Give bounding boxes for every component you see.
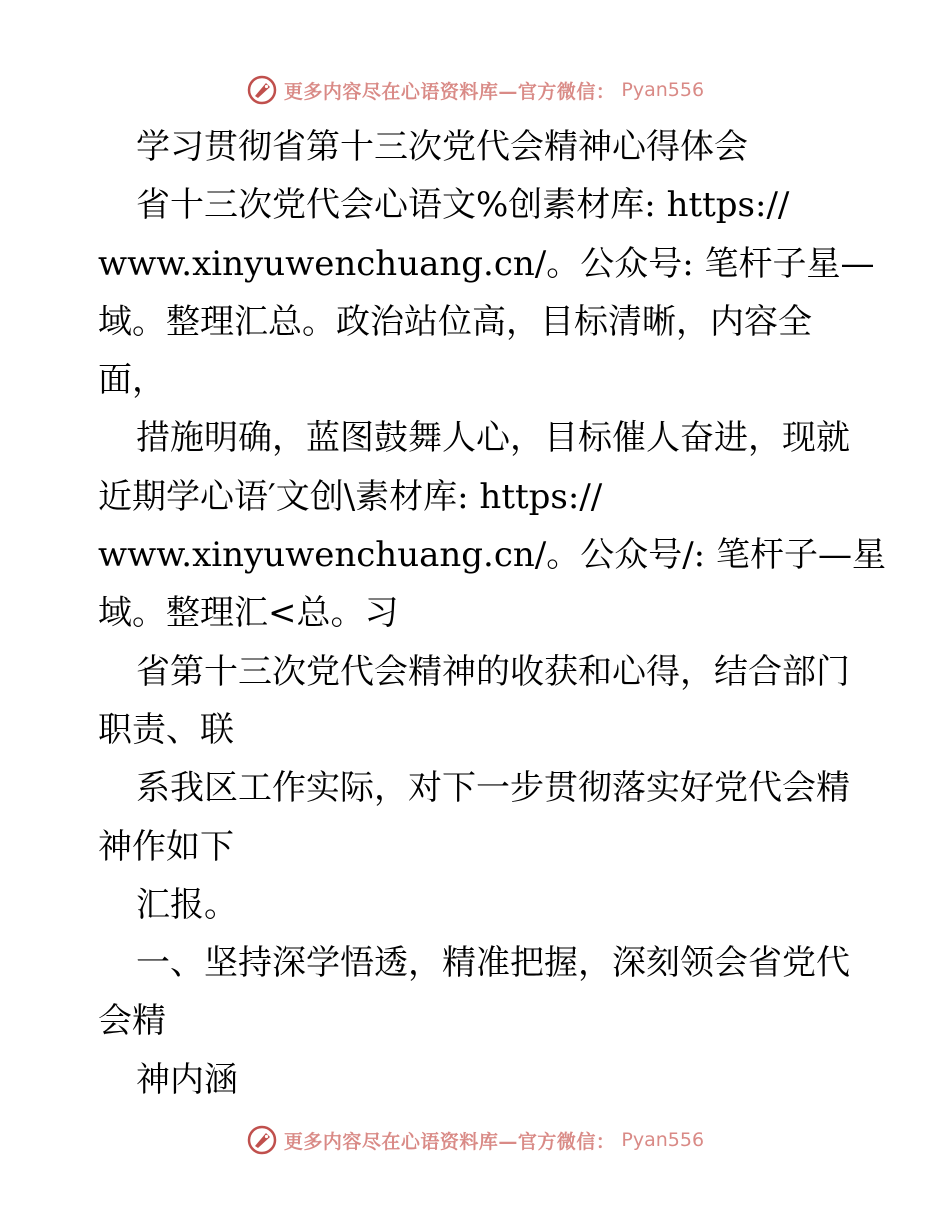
pen-nib-logo-icon <box>246 74 278 106</box>
watermark-text: 更多内容尽在心语资料库—官方微信： <box>283 1130 616 1153</box>
text-line: www.xinyuwenchuang.cn/。公众号/: 笔杆子—星 <box>98 535 886 576</box>
text-line: www.xinyuwenchuang.cn/。公众号: 笔杆子星— <box>98 243 875 284</box>
text-line: 近期学心语′文创\素材库: https:// <box>98 476 603 517</box>
text-line: 会精 <box>98 1001 166 1042</box>
watermark-text: 更多内容尽在心语资料库—官方微信： <box>283 80 616 103</box>
text-line: 省十三次党代会心语文%创素材库: https:// <box>136 185 790 226</box>
footer-watermark <box>246 1124 704 1156</box>
text-line: 域。整理汇总。政治站位高，目标清晰，内容全 <box>98 301 812 342</box>
text-line: 面， <box>98 360 166 401</box>
text-line: 职责、联 <box>98 709 234 750</box>
watermark-contact: Pyan556 <box>621 79 705 101</box>
header-watermark-banner <box>0 70 950 110</box>
text-line: 一、坚持深学悟透，精准把握，深刻领会省党代 <box>136 943 850 984</box>
text-line: 系我区工作实际，对下一步贯彻落实好党代会精 <box>136 768 850 809</box>
document-body <box>98 118 886 1109</box>
text-line: 措施明确，蓝图鼓舞人心，目标催人奋进，现就 <box>136 418 850 459</box>
text-line: 域。整理汇<总。习 <box>98 593 399 634</box>
text-line: 汇报。 <box>136 884 238 925</box>
text-line: 神内涵 <box>136 1059 238 1100</box>
document-title: 学习贯彻省第十三次党代会精神心得体会 <box>136 127 748 167</box>
text-line: 省第十三次党代会精神的收获和心得，结合部门 <box>136 651 850 692</box>
pen-nib-logo-icon <box>246 1124 278 1156</box>
footer-watermark-banner <box>0 1120 950 1160</box>
watermark-contact: Pyan556 <box>621 1129 705 1151</box>
text-line: 神作如下 <box>98 826 234 867</box>
header-watermark <box>246 74 704 106</box>
